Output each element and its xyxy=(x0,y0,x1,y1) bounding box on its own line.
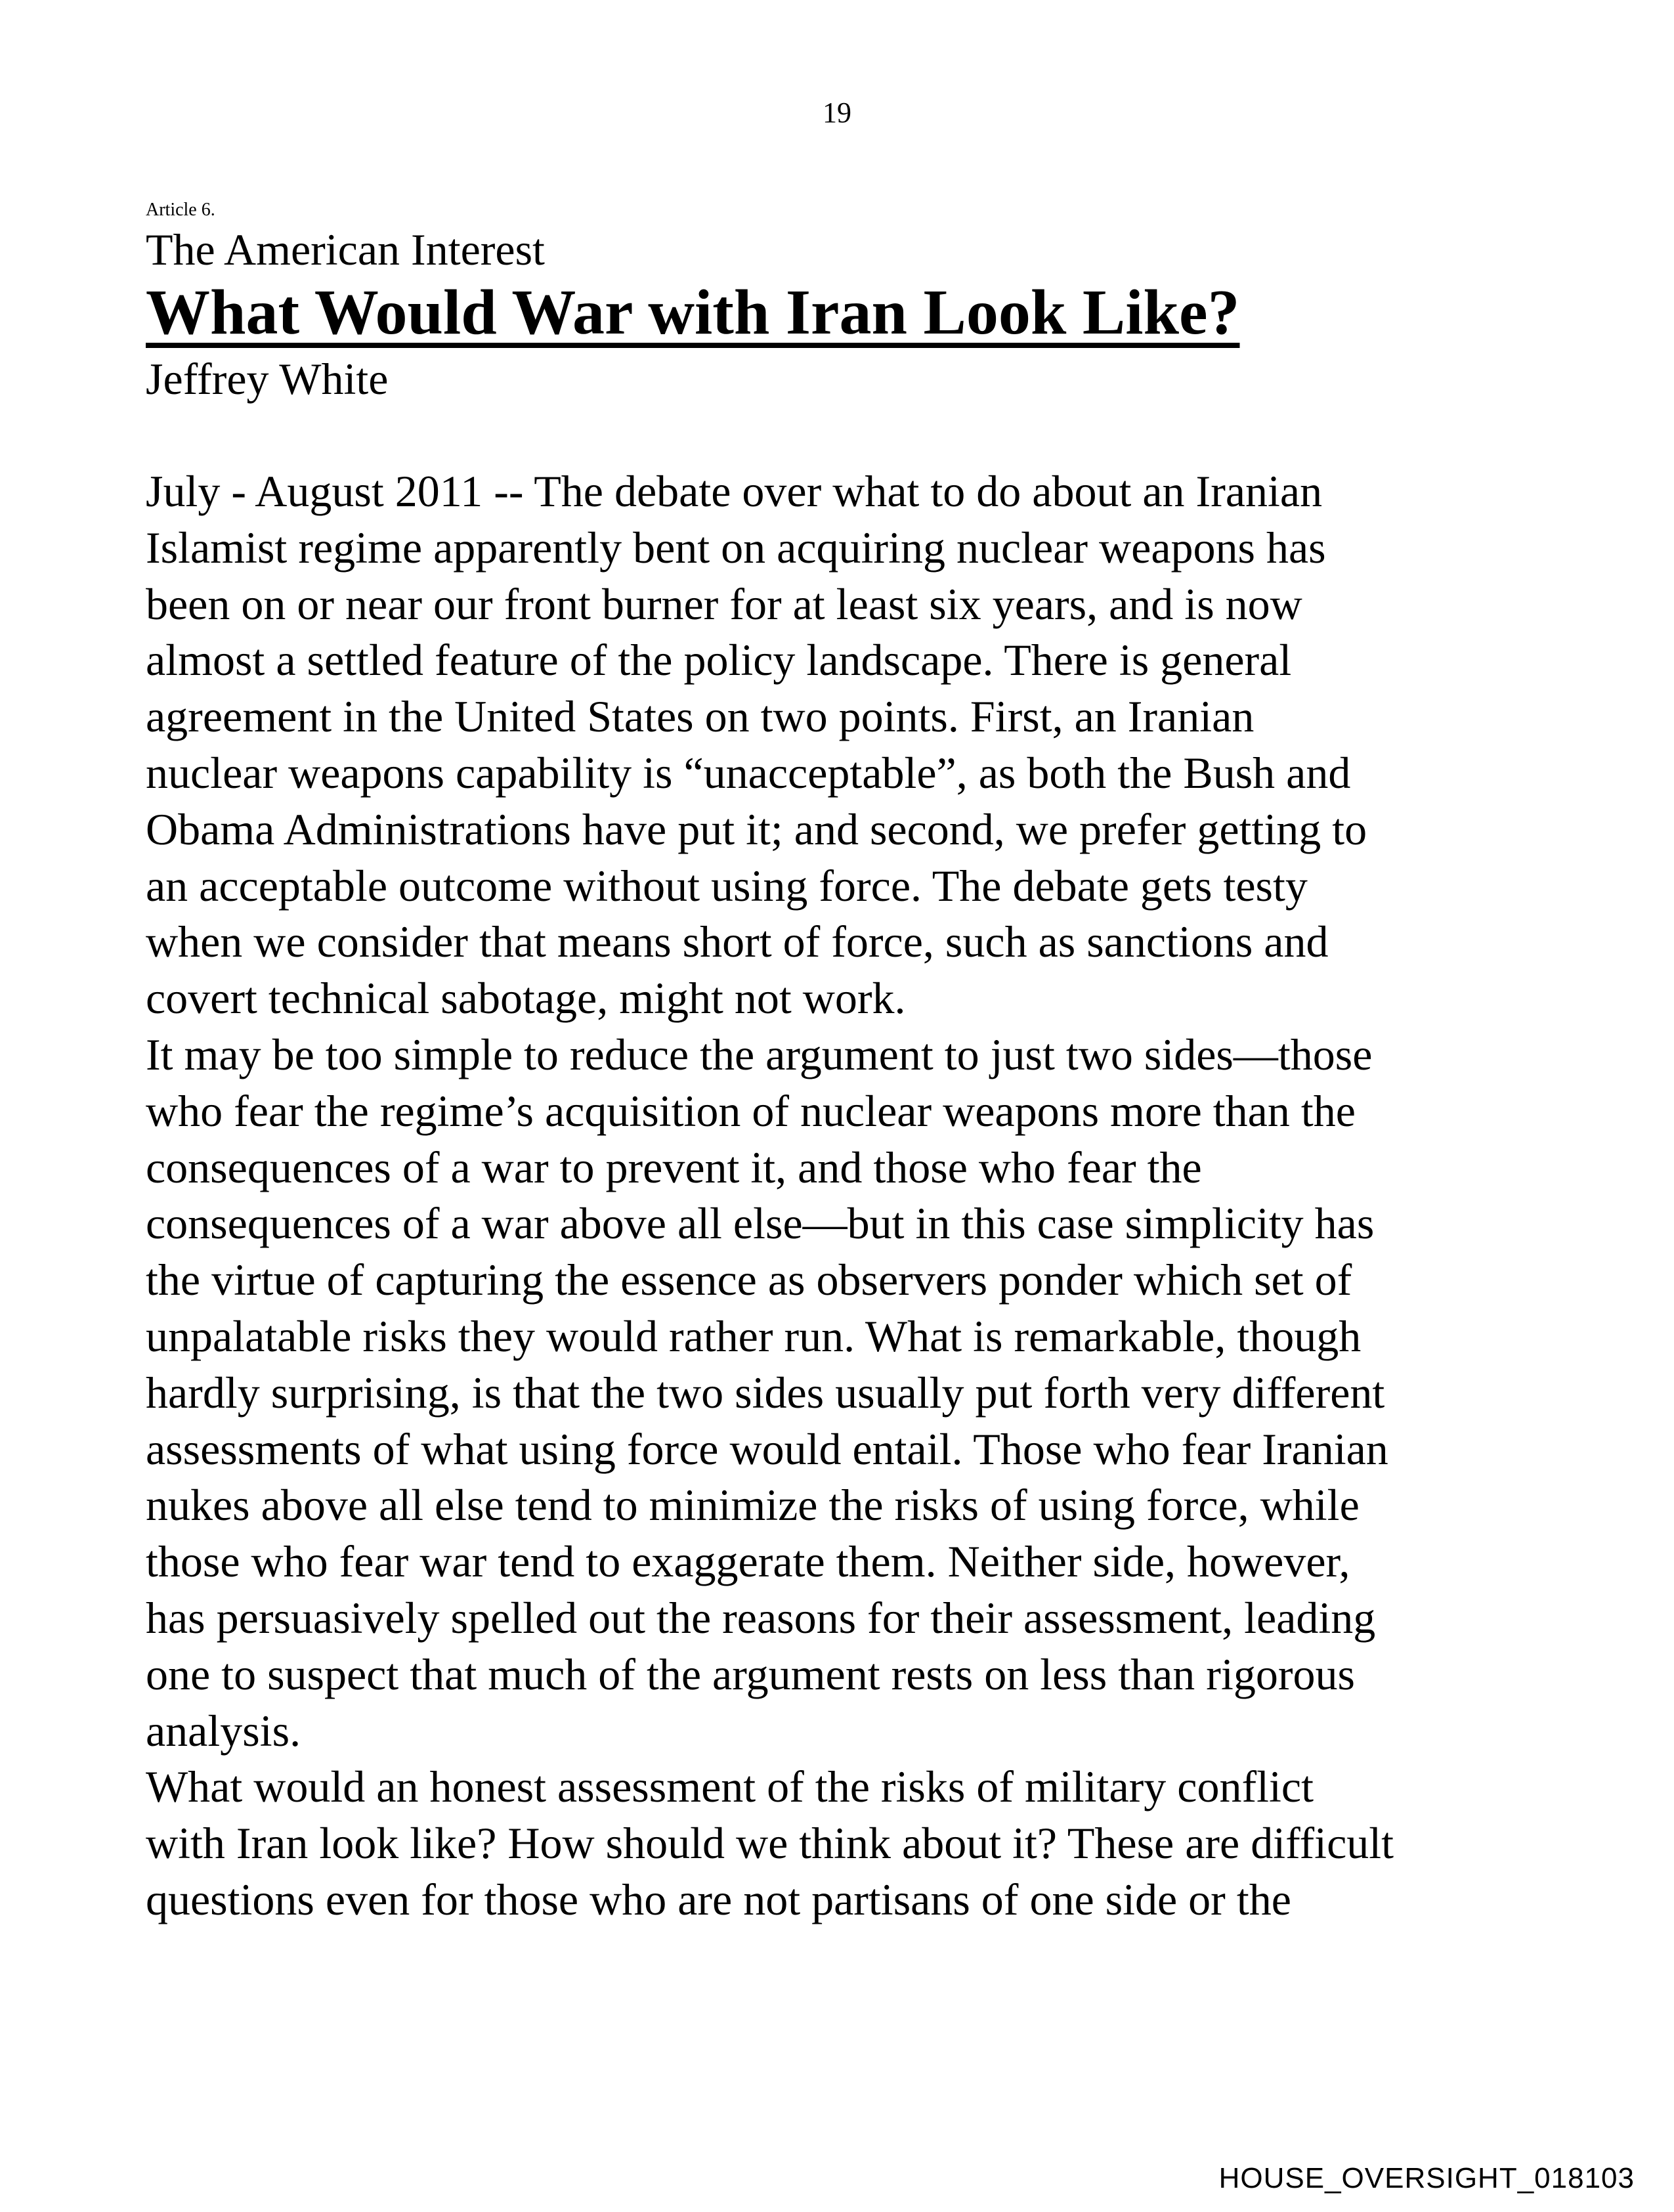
text-line: almost a settled feature of the policy landscape. There is general xyxy=(146,635,1292,685)
text-line: consequences of a war to prevent it, and those who fear the xyxy=(146,1142,1202,1192)
publication-name: The American Interest xyxy=(146,225,545,274)
text-line: questions even for those who are not partisans of one side or the xyxy=(146,1874,1291,1924)
text-line: the virtue of capturing the essence as observers ponder which set of xyxy=(146,1255,1352,1305)
text-line: an acceptable outcome without using force. The debate gets testy xyxy=(146,860,1308,911)
text-line: consequences of a war above all else—but in this case simplicity has xyxy=(146,1198,1375,1249)
text-line: has persuasively spelled out the reasons for their assessment, leading xyxy=(146,1592,1376,1643)
text-line: nuclear weapons capability is “unacceptable”, as both the Bush and xyxy=(146,747,1351,798)
text-line: unpalatable risks they would rather run. What is remarkable, though xyxy=(146,1311,1362,1361)
text-line: Islamist regime apparently bent on acquiring nuclear weapons has xyxy=(146,522,1326,573)
body-paragraph-1 xyxy=(146,464,1544,1027)
article-author: Jeffrey White xyxy=(146,354,389,404)
document-id: HOUSE_OVERSIGHT_018103 xyxy=(1218,2162,1635,2194)
text-line: hardly surprising, is that the two sides usually put forth very different xyxy=(146,1367,1385,1418)
text-line: assessments of what using force would entail. Those who fear Iranian xyxy=(146,1423,1388,1474)
body-paragraph-2 xyxy=(146,1027,1544,1759)
article-title: What Would War with Iran Look Like? xyxy=(146,277,1240,348)
text-line: who fear the regime’s acquisition of nuclear weapons more than the xyxy=(146,1085,1356,1136)
text-line: July - August 2011 -- The debate over what to do about an Iranian xyxy=(146,466,1323,516)
text-line: when we consider that means short of force, such as sanctions and xyxy=(146,917,1329,967)
text-line: with Iran look like? How should we think about it? These are difficult xyxy=(146,1818,1394,1869)
text-line: What would an honest assessment of the risks of military conflict xyxy=(146,1762,1314,1812)
text-line: agreement in the United States on two points. First, an Iranian xyxy=(146,691,1255,742)
text-line: one to suspect that much of the argument rests on less than rigorous xyxy=(146,1649,1355,1699)
text-line: covert technical sabotage, might not work. xyxy=(146,973,906,1024)
article xyxy=(146,197,1544,1928)
body-paragraph-3 xyxy=(146,1759,1544,1928)
page-number: 19 xyxy=(823,97,851,129)
text-line: analysis. xyxy=(146,1705,301,1756)
text-line: nukes above all else tend to minimize the risks of using force, while xyxy=(146,1480,1360,1530)
text-line: those who fear war tend to exaggerate them. Neither side, however, xyxy=(146,1536,1350,1587)
article-label: Article 6. xyxy=(146,200,215,220)
text-line: been on or near our front burner for at least six years, and is now xyxy=(146,578,1302,629)
text-line: Obama Administrations have put it; and second, we prefer getting to xyxy=(146,804,1367,854)
text-line: It may be too simple to reduce the argument to just two sides—those xyxy=(146,1029,1373,1079)
